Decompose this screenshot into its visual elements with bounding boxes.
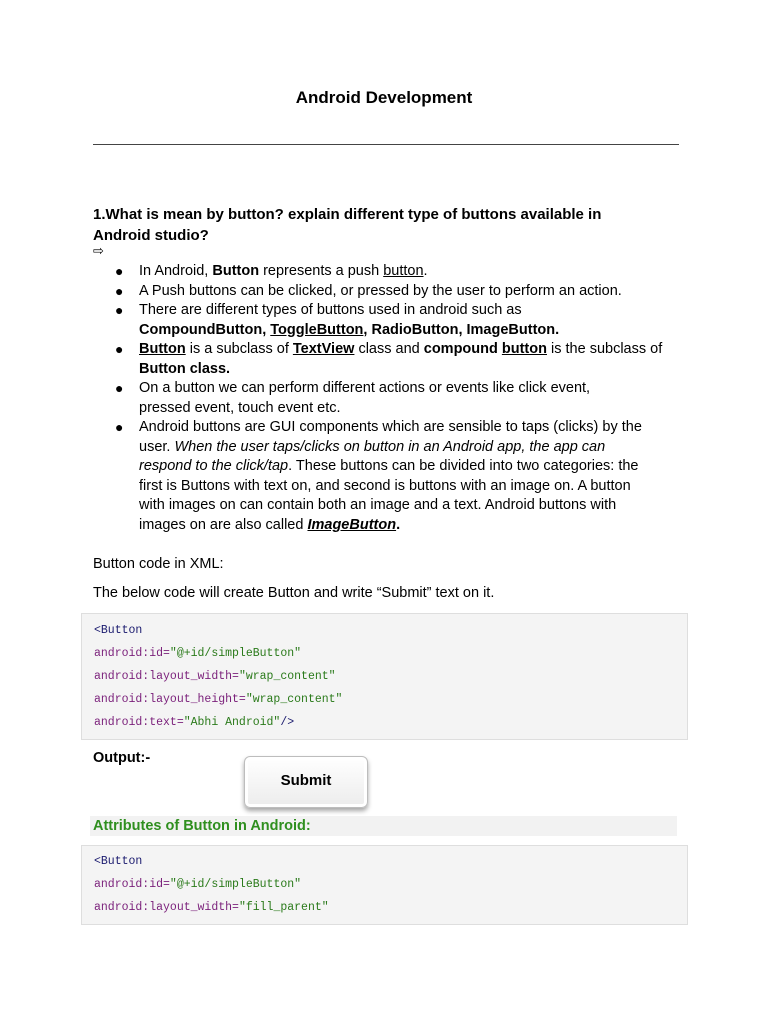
bullet-list <box>93 262 693 535</box>
bold-term: CompoundButton, <box>139 321 271 338</box>
bullet-text: is the subclass of <box>546 341 663 357</box>
bullet-text: There are different types of buttons used in android such as <box>139 302 522 318</box>
bullet-text: with images on can contain both an image and a text. Android buttons with <box>139 497 617 513</box>
code-line <box>94 878 301 891</box>
bullet-dot-icon: ● <box>115 302 124 318</box>
bullet-dot-icon: ● <box>115 419 124 435</box>
bullet-text: represents a push <box>259 263 384 279</box>
bullet-text: . <box>396 516 401 533</box>
bullet-line <box>139 340 693 360</box>
bullet-item <box>93 418 693 535</box>
code-block-2 <box>81 845 688 925</box>
bullet-dot-icon: ● <box>115 380 124 396</box>
code-line: <Button <box>94 855 143 868</box>
bullet-item <box>93 301 693 340</box>
bullet-line <box>139 438 693 458</box>
code-heading: Button code in XML: <box>93 556 224 572</box>
code-attr: android:id= <box>94 878 170 891</box>
code-value: "wrap_content" <box>238 670 336 683</box>
code-value: "wrap_content" <box>245 693 343 706</box>
code-intro: The below code will create Button and write “Submit” text on it. <box>93 585 495 601</box>
button-types-line <box>139 321 693 341</box>
title-divider <box>93 144 679 145</box>
code-attr: android:layout_width= <box>94 901 239 914</box>
link-button[interactable]: button <box>383 263 424 279</box>
code-line <box>94 647 301 660</box>
bullet-text: A Push buttons can be clicked, or pressed by the user to perform an action. <box>139 282 622 299</box>
bullet-text: class and <box>354 341 424 357</box>
link-imagebutton[interactable]: ImageButton <box>307 516 397 533</box>
code-value: "Abhi Android" <box>183 716 281 729</box>
bullet-text: Android buttons are GUI components which are sensible to taps (clicks) by the <box>139 419 642 435</box>
bullet-text: pressed event, touch event etc. <box>139 399 341 416</box>
link-button-class[interactable]: Button <box>139 341 186 357</box>
page-title: Android Development <box>295 88 473 107</box>
bullet-item <box>93 379 693 418</box>
code-value: "fill_parent" <box>238 901 329 914</box>
code-line <box>94 670 336 683</box>
bullet-text: . These buttons can be divided into two categories: the <box>288 458 639 474</box>
italic-text: When the user taps/clicks on button in an Android app, the app can <box>174 438 606 455</box>
code-attr: android:layout_width= <box>94 670 239 683</box>
code-attr: android:layout_height= <box>94 693 246 706</box>
bullet-text: . <box>423 263 428 279</box>
bullet-dot-icon: ● <box>115 341 124 357</box>
code-value: "@+id/simpleButton" <box>169 878 302 891</box>
bullet-item <box>93 340 693 379</box>
link-textview[interactable]: TextView <box>292 341 355 357</box>
bullet-line <box>139 457 693 477</box>
bullet-dot-icon: ● <box>115 282 124 299</box>
bullet-item <box>93 282 693 302</box>
code-tag-end: /> <box>280 716 295 729</box>
italic-text: respond to the click/tap <box>139 458 289 474</box>
question-line-1: 1.What is mean by button? explain different type of buttons available in <box>93 206 602 223</box>
link-button-subclass[interactable]: button <box>501 341 547 357</box>
bullet-text: first is Buttons with text on, and second is buttons with an image on. A button <box>139 477 631 494</box>
code-line <box>94 901 329 914</box>
bullet-item <box>93 262 693 282</box>
attributes-heading: Attributes of Button in Android: <box>90 816 677 836</box>
question-line-2: Android studio? <box>93 227 209 244</box>
arrow-icon: ⇨ <box>93 243 104 258</box>
bullet-text: On a button we can perform different actions or events like click event, <box>139 380 591 396</box>
link-togglebutton[interactable]: ToggleButton <box>270 321 364 338</box>
code-line <box>94 693 342 706</box>
bold-term: compound <box>423 341 498 357</box>
bullet-text: In Android, <box>139 263 213 279</box>
code-attr: android:id= <box>94 647 170 660</box>
bullet-line <box>139 516 693 536</box>
code-block-1 <box>81 613 688 740</box>
output-label: Output:- <box>93 750 151 766</box>
code-value: "@+id/simpleButton" <box>169 647 302 660</box>
bold-term: Button class. <box>139 360 231 377</box>
bullet-text: user. <box>139 438 175 455</box>
bold-term: , RadioButton, ImageButton. <box>363 321 560 338</box>
code-line <box>94 716 294 729</box>
bullet-dot-icon: ● <box>115 263 124 279</box>
bullet-text: is a subclass of <box>185 341 293 357</box>
code-line: <Button <box>94 624 143 637</box>
code-attr: android:text= <box>94 716 184 729</box>
bold-term: Button <box>212 263 260 279</box>
bullet-text: images on are also called <box>139 516 308 533</box>
question-heading <box>93 204 683 246</box>
submit-button[interactable]: Submit <box>244 756 368 808</box>
